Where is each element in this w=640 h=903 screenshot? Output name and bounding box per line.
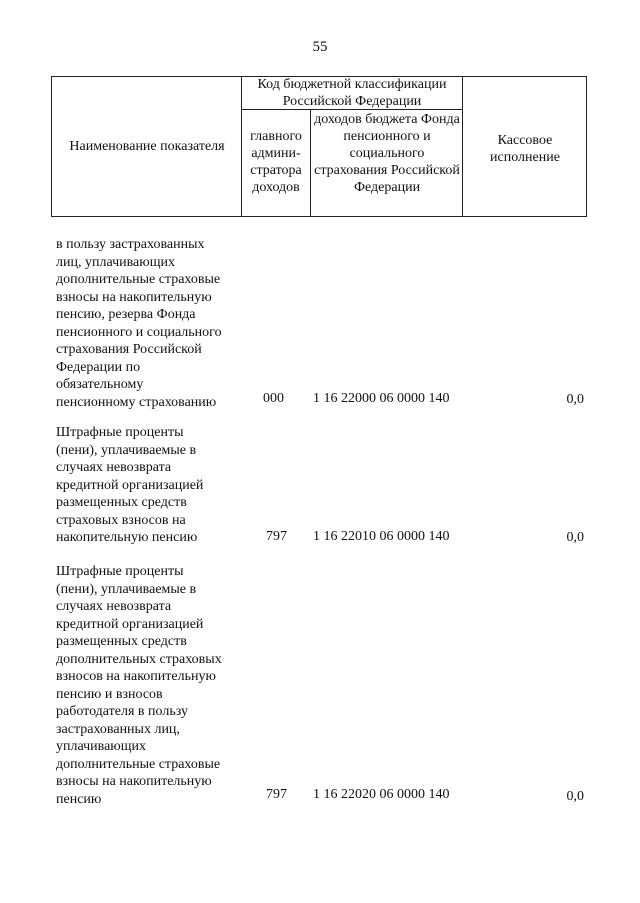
header-right-border [586,76,587,217]
header-income-column: доходов бюджета Фонда пенсионного и социального страхования Российской Федерации [314,112,460,195]
header-divider-2 [310,109,311,217]
row-2-budget-code: 1 16 22010 06 0000 140 [313,529,450,544]
row-2-admin-code: 797 [266,529,287,544]
row-3-value: 0,0 [566,789,584,804]
header-execution-column: Кассовое исполнение [490,133,560,165]
table-header [51,76,587,217]
row-1-value: 0,0 [566,392,584,407]
row-3-admin-code: 797 [266,787,287,802]
header-left-border [51,76,52,217]
header-divider-3 [462,76,463,217]
row-1-budget-code: 1 16 22000 06 0000 140 [313,391,450,406]
row-2-name: Штрафные проценты (пени), уплачиваемые в случаях невозврата кредитной организацией размещенных средств страховых взносов на накопительную пенсию [56,425,204,545]
row-1-admin-code: 000 [263,391,284,406]
row-3-budget-code: 1 16 22020 06 0000 140 [313,787,450,802]
header-budget-code-group: Код бюджетной классификации Российской Федерации [257,77,447,109]
header-admin-column: главного админи-стратора доходов [250,129,302,195]
row-2-value: 0,0 [566,530,584,545]
page-number: 55 [312,39,328,55]
header-name-column: Наименование показателя [69,139,225,154]
row-1-name: в пользу застрахованных лиц, уплачивающих дополнительные страховые взносы на накопительную пенсию, резерва Фонда пенсионного и социального страхования Российской Федерации по обязательному пенсионному страхованию [56,237,222,410]
header-bottom-border [51,216,587,217]
row-3-name: Штрафные проценты (пени), уплачиваемые в случаях невозврата кредитной организацией размещенных средств дополнительных страховых взносов на накопительную пенсию и взносов работодателя в пользу застрахованных лиц, уплачивающих дополнительные страховые взносы на накопительную пенсию [56,564,222,807]
